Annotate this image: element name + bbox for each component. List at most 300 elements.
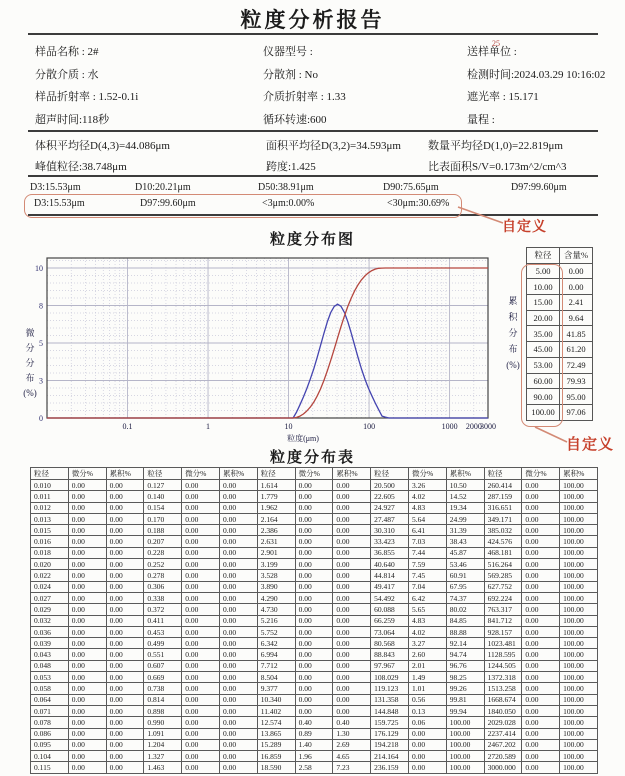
average-field: 比表面积S/V=0.173m^2/cm^3: [428, 161, 567, 173]
table-cell: 0.00: [106, 525, 144, 536]
table-cell: 100.00: [560, 683, 598, 694]
report-title: 粒度分析报告: [240, 8, 385, 32]
table-cell: 0.00: [522, 739, 560, 750]
d-value: D90:75.65μm: [383, 182, 439, 193]
table-cell: 0.039: [31, 638, 69, 649]
table-cell: 0.00: [295, 615, 333, 626]
table-cell: 0.06: [408, 717, 446, 728]
table-cell: 8.504: [257, 672, 295, 683]
mini-table-header: 含量%: [560, 248, 593, 264]
info-field: 超声时间:118秒: [35, 113, 110, 126]
table-cell: 1.779: [257, 491, 295, 502]
table-cell: 7.03: [408, 536, 446, 547]
x-tick-label: 1: [206, 422, 211, 431]
table-cell: 1128.595: [484, 649, 522, 660]
table-cell: 100.00: [560, 739, 598, 750]
x-tick-label: 10: [284, 422, 293, 431]
table-cell: 0.022: [31, 570, 69, 581]
table-cell: 0.00: [182, 739, 220, 750]
table-cell: 0.115: [31, 762, 69, 773]
table-cell: 13.865: [257, 728, 295, 739]
table-cell: 424.576: [484, 536, 522, 547]
table-cell: 0.00: [522, 525, 560, 536]
custom-value: <3μm:0.00%: [262, 198, 315, 209]
table-cell: 0.104: [31, 751, 69, 762]
table-cell: 0.00: [219, 502, 257, 513]
table-cell: 0.00: [106, 762, 144, 773]
table-cell: 0.064: [31, 694, 69, 705]
table-cell: 0.607: [144, 660, 182, 671]
table-row: [31, 762, 598, 773]
table-cell: 100.00: [560, 751, 598, 762]
table-cell: 0.013: [31, 513, 69, 524]
table-row: [31, 559, 598, 570]
mini-table-cell: 0.00: [560, 263, 593, 279]
table-cell: 0.00: [182, 604, 220, 615]
table-cell: 0.00: [295, 694, 333, 705]
table-cell: 0.00: [219, 581, 257, 592]
table-cell: 7.45: [408, 570, 446, 581]
table-cell: 0.00: [522, 536, 560, 547]
table-cell: 0.00: [522, 728, 560, 739]
plot-border: [47, 258, 488, 418]
table-cell: 100.00: [446, 717, 484, 728]
table-cell: 45.87: [446, 547, 484, 558]
table-cell: 100.00: [560, 525, 598, 536]
info-field: 样品折射率 : 1.52-0.1i: [35, 91, 139, 103]
table-cell: 0.00: [68, 705, 106, 716]
table-cell: 0.00: [219, 525, 257, 536]
table-cell: 0.011: [31, 491, 69, 502]
table-cell: 0.00: [68, 491, 106, 502]
table-cell: 1.30: [333, 728, 371, 739]
table-cell: 0.015: [31, 525, 69, 536]
table-cell: 0.00: [219, 762, 257, 773]
average-field: 峰值粒径:38.748μm: [35, 161, 127, 173]
info-field: 分散介质 : 水: [35, 68, 99, 81]
table-cell: 7.23: [333, 762, 371, 773]
table-cell: 0.00: [219, 604, 257, 615]
table-cell: 0.018: [31, 547, 69, 558]
table-cell: 54.492: [371, 592, 409, 603]
table-cell: 0.00: [106, 683, 144, 694]
table-cell: 0.00: [219, 694, 257, 705]
curve-differential: [47, 304, 488, 418]
table-row: [31, 536, 598, 547]
table-cell: 0.00: [219, 547, 257, 558]
table-cell: 0.00: [68, 592, 106, 603]
table-cell: 0.00: [106, 638, 144, 649]
table-cell: 4.83: [408, 615, 446, 626]
particle-size-distribution-table: [30, 467, 598, 774]
table-cell: 73.064: [371, 626, 409, 637]
table-cell: 0.411: [144, 615, 182, 626]
info-field: 循环转速:600: [263, 113, 327, 126]
info-field: 送样单位 :: [467, 46, 517, 58]
table-cell: 0.00: [522, 762, 560, 773]
table-cell: 2.01: [408, 660, 446, 671]
table-header: 微分%: [522, 468, 560, 480]
y-axis-title-left: 分: [25, 358, 35, 368]
table-cell: 0.00: [408, 762, 446, 773]
table-cell: 0.00: [522, 491, 560, 502]
average-field: 跨度:1.425: [266, 161, 316, 173]
table-cell: 88.843: [371, 649, 409, 660]
table-row: [31, 705, 598, 716]
table-cell: 2.58: [295, 762, 333, 773]
table-cell: 0.40: [333, 717, 371, 728]
table-cell: 692.224: [484, 592, 522, 603]
table-cell: 194.218: [371, 739, 409, 750]
table-cell: 0.00: [68, 672, 106, 683]
table-cell: 33.423: [371, 536, 409, 547]
mini-table-cell: 2.41: [560, 295, 593, 311]
y-axis-title-left: 布: [25, 373, 35, 383]
table-cell: 0.453: [144, 626, 182, 637]
mini-table-cell: 61.20: [560, 342, 593, 358]
table-header: 累积%: [106, 468, 144, 480]
divider: [28, 130, 598, 132]
mini-table-cell: 60.00: [527, 373, 560, 389]
table-cell: 18.590: [257, 762, 295, 773]
table-cell: 385.032: [484, 525, 522, 536]
table-cell: 0.00: [333, 513, 371, 524]
table-cell: 0.010: [31, 480, 69, 491]
custom-row-annotation: 自定义: [502, 220, 547, 235]
table-cell: 0.00: [106, 705, 144, 716]
divider: [28, 33, 598, 35]
table-cell: 108.029: [371, 672, 409, 683]
table-cell: 1.40: [295, 739, 333, 750]
table-cell: 0.00: [333, 480, 371, 491]
table-header: 微分%: [182, 468, 220, 480]
table-cell: 0.170: [144, 513, 182, 524]
table-cell: 0.306: [144, 581, 182, 592]
table-cell: 0.00: [219, 672, 257, 683]
table-cell: 0.669: [144, 672, 182, 683]
table-cell: 236.159: [371, 762, 409, 773]
table-cell: 0.00: [219, 638, 257, 649]
table-cell: 0.154: [144, 502, 182, 513]
table-row: [31, 581, 598, 592]
divider: [28, 175, 598, 177]
table-cell: 0.499: [144, 638, 182, 649]
table-cell: 1244.505: [484, 660, 522, 671]
table-cell: 144.848: [371, 705, 409, 716]
table-cell: 287.159: [484, 491, 522, 502]
table-cell: 0.00: [295, 547, 333, 558]
d-value: D3:15.53μm: [30, 182, 81, 193]
table-cell: 0.00: [333, 694, 371, 705]
table-cell: 0.00: [295, 536, 333, 547]
table-cell: 0.00: [295, 559, 333, 570]
table-cell: 0.00: [522, 592, 560, 603]
table-cell: 0.027: [31, 592, 69, 603]
table-row: [31, 649, 598, 660]
table-cell: 763.317: [484, 604, 522, 615]
chart-title: 粒度分布图: [269, 232, 355, 248]
table-header: 累积%: [219, 468, 257, 480]
table-cell: 0.00: [295, 604, 333, 615]
table-cell: 0.00: [182, 728, 220, 739]
table-cell: 0.00: [295, 581, 333, 592]
table-cell: 0.00: [522, 480, 560, 491]
table-cell: 0.00: [182, 615, 220, 626]
table-cell: 0.00: [68, 626, 106, 637]
table-cell: 100.00: [560, 705, 598, 716]
table-cell: 10.50: [446, 480, 484, 491]
table-cell: 2720.589: [484, 751, 522, 762]
table-cell: 0.00: [106, 491, 144, 502]
table-cell: 0.00: [68, 536, 106, 547]
table-cell: 0.024: [31, 581, 69, 592]
table-cell: 0.00: [182, 717, 220, 728]
x-axis-title: 粒度(μm): [287, 434, 319, 443]
table-cell: 100.00: [560, 581, 598, 592]
table-cell: 0.00: [333, 683, 371, 694]
table-cell: 0.00: [219, 751, 257, 762]
table-cell: 0.012: [31, 502, 69, 513]
y-tick-label-left: 8: [39, 301, 43, 311]
table-cell: 1.614: [257, 480, 295, 491]
average-field: 数量平均径D(1,0)=22.819μm: [428, 140, 563, 152]
table-cell: 100.00: [446, 762, 484, 773]
table-cell: 97.967: [371, 660, 409, 671]
table-cell: 98.25: [446, 672, 484, 683]
table-cell: 94.74: [446, 649, 484, 660]
table-cell: 316.651: [484, 502, 522, 513]
table-cell: 2.631: [257, 536, 295, 547]
table-cell: 0.00: [522, 547, 560, 558]
table-cell: 0.00: [219, 660, 257, 671]
table-cell: 0.00: [219, 728, 257, 739]
table-cell: 100.00: [560, 604, 598, 615]
table-cell: 0.00: [182, 751, 220, 762]
table-cell: 0.058: [31, 683, 69, 694]
table-cell: 0.278: [144, 570, 182, 581]
table-cell: 0.00: [219, 491, 257, 502]
mini-table-cell: 0.00: [560, 279, 593, 295]
table-cell: 0.00: [219, 480, 257, 491]
y-axis-title-right: (%): [506, 360, 520, 370]
table-cell: 0.13: [408, 705, 446, 716]
table-cell: 0.00: [68, 570, 106, 581]
table-cell: 100.00: [560, 717, 598, 728]
x-tick-label: 0.1: [122, 422, 133, 431]
table-cell: 24.99: [446, 513, 484, 524]
mini-table-cell: 79.93: [560, 373, 593, 389]
table-cell: 4.02: [408, 491, 446, 502]
table-cell: 0.00: [68, 604, 106, 615]
table-cell: 0.00: [106, 604, 144, 615]
average-field: 体积平均径D(4,3)=44.086μm: [35, 140, 170, 152]
table-cell: 0.00: [333, 626, 371, 637]
table-cell: 1.204: [144, 739, 182, 750]
table-cell: 0.032: [31, 615, 69, 626]
table-cell: 100.00: [446, 751, 484, 762]
table-cell: 100.00: [560, 672, 598, 683]
table-cell: 100.00: [560, 536, 598, 547]
custom-column-annotation: 自定义: [566, 437, 615, 453]
table-cell: 260.414: [484, 480, 522, 491]
x-tick-label: 100: [363, 422, 376, 431]
table-cell: 0.00: [333, 570, 371, 581]
table-cell: 100.00: [560, 491, 598, 502]
table-cell: 99.26: [446, 683, 484, 694]
table-cell: 0.00: [68, 513, 106, 524]
table-cell: 0.00: [68, 638, 106, 649]
table-cell: 0.095: [31, 739, 69, 750]
table-cell: 92.14: [446, 638, 484, 649]
table-cell: 0.00: [333, 592, 371, 603]
table-cell: 100.00: [560, 660, 598, 671]
y-axis-title-left: 分: [25, 343, 35, 353]
table-cell: 60.91: [446, 570, 484, 581]
table-row: [31, 683, 598, 694]
table-cell: 5.752: [257, 626, 295, 637]
table-cell: 0.00: [295, 502, 333, 513]
table-cell: 12.574: [257, 717, 295, 728]
table-cell: 100.00: [560, 728, 598, 739]
table-cell: 0.00: [522, 604, 560, 615]
table-cell: 100.00: [560, 547, 598, 558]
table-row: [31, 491, 598, 502]
table-cell: 6.342: [257, 638, 295, 649]
table-cell: 1.01: [408, 683, 446, 694]
table-cell: 1023.481: [484, 638, 522, 649]
table-cell: 0.00: [295, 491, 333, 502]
table-cell: 19.34: [446, 502, 484, 513]
table-cell: 0.071: [31, 705, 69, 716]
table-cell: 0.00: [106, 480, 144, 491]
table-cell: 0.00: [68, 694, 106, 705]
table-cell: 0.00: [68, 649, 106, 660]
table-cell: 0.00: [522, 570, 560, 581]
custom-value: D97:99.60μm: [140, 198, 196, 209]
table-cell: 0.00: [182, 638, 220, 649]
table-cell: 0.898: [144, 705, 182, 716]
table-cell: 0.00: [106, 751, 144, 762]
table-cell: 516.264: [484, 559, 522, 570]
y-tick-label-left: 0: [39, 414, 43, 423]
x-tick-label: 3000: [480, 422, 496, 431]
mini-table-cell: 53.00: [527, 357, 560, 373]
table-cell: 0.00: [522, 502, 560, 513]
table-row: [31, 480, 598, 491]
mini-table-cell: 5.00: [527, 263, 560, 279]
mini-table-cell: 20.00: [527, 310, 560, 326]
table-cell: 0.00: [219, 513, 257, 524]
table-cell: 0.00: [295, 705, 333, 716]
table-cell: 0.00: [219, 626, 257, 637]
table-cell: 0.00: [333, 525, 371, 536]
y-tick-label-right: 25: [492, 39, 500, 49]
table-cell: 176.129: [371, 728, 409, 739]
table-row: [31, 604, 598, 615]
table-cell: 0.00: [68, 615, 106, 626]
table-cell: 100.00: [560, 513, 598, 524]
table-cell: 3.26: [408, 480, 446, 491]
table-cell: 0.00: [295, 570, 333, 581]
table-cell: 40.640: [371, 559, 409, 570]
table-header: 粒径: [144, 468, 182, 480]
table-cell: 100.00: [446, 739, 484, 750]
d-value: D10:20.21μm: [135, 182, 191, 193]
table-cell: 100.00: [560, 480, 598, 491]
table-cell: 0.00: [106, 728, 144, 739]
table-cell: 0.00: [182, 536, 220, 547]
table-cell: 0.00: [408, 751, 446, 762]
table-cell: 0.00: [68, 739, 106, 750]
table-cell: 0.00: [68, 728, 106, 739]
table-cell: 2.60: [408, 649, 446, 660]
info-field: 分散剂 : No: [263, 68, 318, 81]
table-row: [31, 694, 598, 705]
table-cell: 36.855: [371, 547, 409, 558]
table-cell: 100.00: [560, 626, 598, 637]
table-cell: 0.00: [333, 547, 371, 558]
table-cell: 0.00: [182, 547, 220, 558]
table-cell: 2467.202: [484, 739, 522, 750]
table-cell: 0.00: [182, 581, 220, 592]
table-cell: 0.00: [522, 513, 560, 524]
table-cell: 1513.258: [484, 683, 522, 694]
table-cell: 0.00: [522, 705, 560, 716]
table-cell: 100.00: [560, 502, 598, 513]
table-cell: 0.00: [182, 592, 220, 603]
table-cell: 16.859: [257, 751, 295, 762]
table-cell: 0.00: [182, 660, 220, 671]
table-cell: 0.00: [522, 649, 560, 660]
table-cell: 3.27: [408, 638, 446, 649]
table-cell: 100.00: [446, 728, 484, 739]
table-cell: 0.00: [182, 672, 220, 683]
table-cell: 53.46: [446, 559, 484, 570]
y-axis-title-right: 累: [508, 296, 518, 306]
info-field: 介质折射率 : 1.33: [263, 91, 346, 103]
table-cell: 0.00: [219, 570, 257, 581]
table-cell: 84.85: [446, 615, 484, 626]
table-cell: 0.00: [182, 694, 220, 705]
table-row: [31, 626, 598, 637]
table-cell: 0.036: [31, 626, 69, 637]
table-cell: 0.00: [333, 615, 371, 626]
table-cell: 0.00: [182, 649, 220, 660]
table-cell: 0.00: [106, 739, 144, 750]
table-cell: 0.00: [106, 513, 144, 524]
table-cell: 0.00: [219, 739, 257, 750]
table-cell: 2029.028: [484, 717, 522, 728]
table-cell: 31.39: [446, 525, 484, 536]
table-cell: 2.386: [257, 525, 295, 536]
table-cell: 0.738: [144, 683, 182, 694]
table-cell: 0.00: [295, 525, 333, 536]
table-cell: 7.59: [408, 559, 446, 570]
y-tick-label-left: 10: [35, 264, 43, 274]
table-cell: 0.814: [144, 694, 182, 705]
table-cell: 0.00: [182, 502, 220, 513]
table-cell: 30.310: [371, 525, 409, 536]
table-cell: 0.00: [68, 751, 106, 762]
table-cell: 1.327: [144, 751, 182, 762]
table-row: [31, 638, 598, 649]
table-cell: 349.171: [484, 513, 522, 524]
table-cell: 100.00: [560, 638, 598, 649]
table-cell: 0.56: [408, 694, 446, 705]
table-header: 微分%: [408, 468, 446, 480]
table-cell: 627.752: [484, 581, 522, 592]
mini-table-cell: 90.00: [527, 389, 560, 405]
